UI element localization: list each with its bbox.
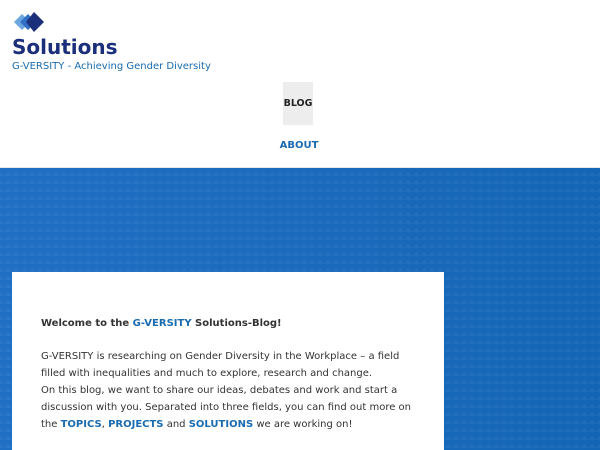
nav-item-about[interactable]: ABOUT	[279, 140, 319, 151]
stacked-diamonds-logo-icon[interactable]	[12, 10, 46, 34]
g-versity-link[interactable]: G-VERSITY	[132, 318, 192, 329]
intro-and: and	[163, 419, 189, 430]
welcome-card	[12, 272, 444, 450]
topics-link[interactable]: TOPICS	[60, 419, 102, 430]
nav-item-blog[interactable]: BLOG	[283, 82, 313, 125]
welcome-suffix: Solutions-Blog!	[191, 318, 282, 329]
welcome-prefix: Welcome to the	[41, 318, 133, 329]
welcome-heading	[41, 315, 415, 332]
intro-line-2: On this blog, we want to share our ideas, debates and work and start a discussion with you. Separated into three fields, you can find out more on the	[41, 385, 412, 430]
site-tagline: G-VERSITY - Achieving Gender Diversity	[12, 61, 211, 72]
intro-line-1: G-VERSITY is researching on Gender Diversity in the Workplace – a field filled with inequalities and much to explore, research and change.	[41, 351, 400, 379]
hero-banner	[0, 168, 600, 450]
solutions-link[interactable]: SOLUTIONS	[188, 419, 254, 430]
site-title[interactable]: Solutions	[12, 35, 118, 59]
intro-paragraph	[41, 348, 415, 433]
intro-ending: we are working on!	[253, 419, 353, 430]
intro-comma: ,	[101, 419, 109, 430]
projects-link[interactable]: PROJECTS	[108, 419, 164, 430]
site-header	[0, 0, 600, 168]
